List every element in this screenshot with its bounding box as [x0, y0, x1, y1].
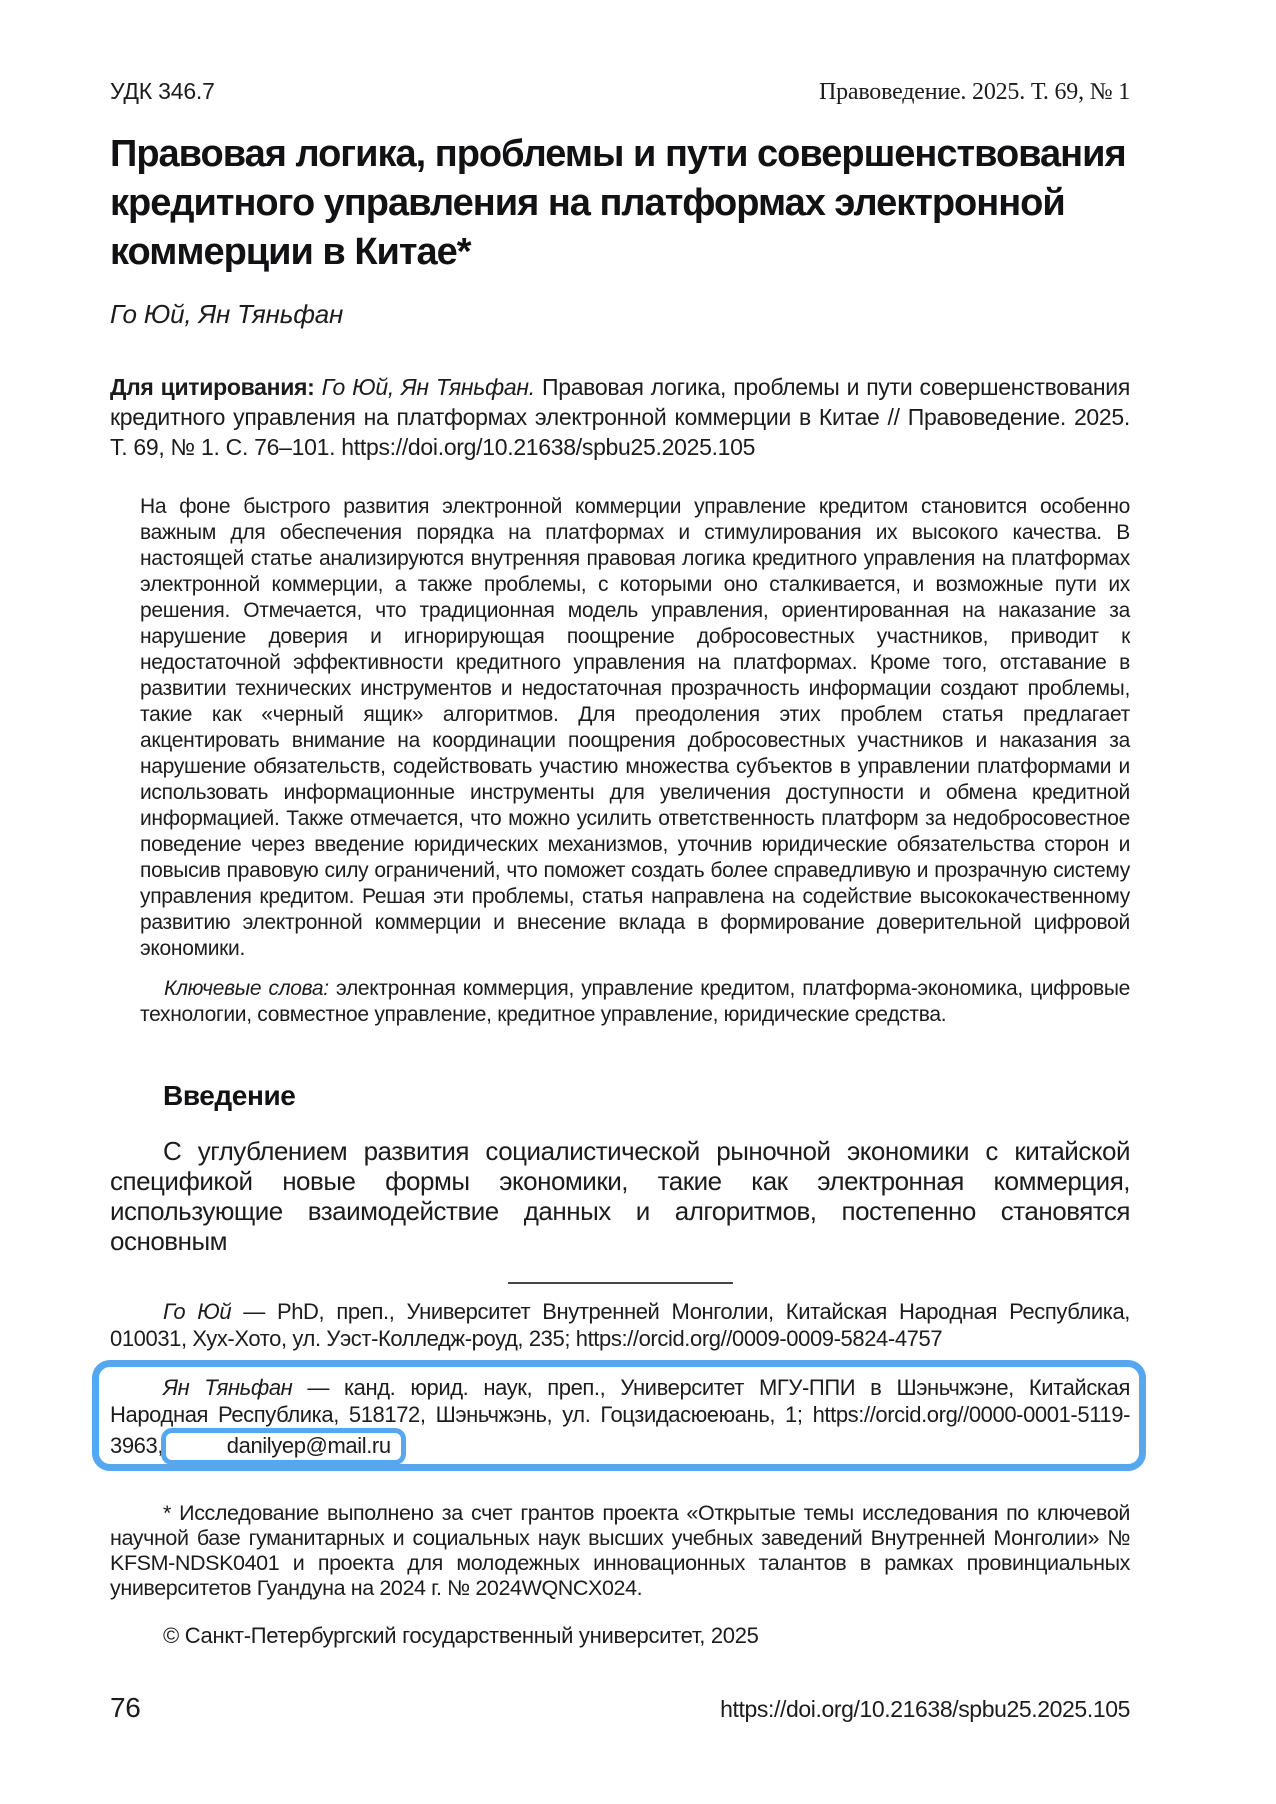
footnote-divider: [508, 1282, 733, 1284]
intro-paragraph: С углублением развития социалистической рыночной экономики с китайской спецификой новые формы экономики, такие как электронная коммерция, использующие взаимодействие данных и алгоритмов, постепенно становятся основным: [110, 1136, 1130, 1256]
author2-details: — канд. юрид. наук, преп., Университет МГУ-ППИ в Шэньчжэне, Китайская Народная Республика, 518172, Шэньчжэнь, ул. Гоцзидасюеюань, 1; https://orcid.org//0000-0001-5119-3963,: [110, 1375, 1130, 1458]
email-highlight-box: [161, 1428, 406, 1465]
page-number: 76: [110, 1692, 141, 1723]
keywords-block: [140, 976, 1130, 1028]
footnote-author2: [110, 1374, 1130, 1465]
footnote-author1: [110, 1298, 1130, 1352]
copyright-notice: © Санкт-Петербургский государственный университет, 2025: [163, 1622, 759, 1648]
article-title-text: Правовая логика, проблемы и пути совершенствования кредитного управления на платформах электронной коммерции в Китае: [110, 133, 1126, 273]
grant-footnote: * Исследование выполнено за счет грантов проекта «Открытые темы исследования по ключевой научной базе гуманитарных и социальных наук высших учебных заведений Внутренней Монголии» № KFSM-NDSK0401 и проекта для молодежных инновационных талантов в рамках провинциальных университетов Гуандуна на 2024 г. № 2024WQNCX024.: [110, 1501, 1130, 1600]
citation-authors: Го Юй, Ян Тяньфан.: [321, 374, 542, 400]
author1-details: — PhD, преп., Университет Внутренней Монголии, Китайская Народная Республика, 010031, Хух-Хото, ул. Уэст-Колледж-роуд, 235; https://orcid.org//0009-0009-5824-4757: [110, 1299, 1130, 1351]
author2-email[interactable]: danilyep@mail.ru: [226, 1433, 391, 1458]
page-header: [110, 78, 1130, 106]
section-heading-introduction: Введение: [163, 1080, 296, 1111]
author2-name: Ян Тяньфан: [163, 1375, 293, 1400]
citation-text: Правовая логика, проблемы и пути совершенствования кредитного управления на платформах электронной коммерции в Китае // Правоведение. 2025. Т. 69, № 1. С. 76–101. https://doi.org/10.21638/spbu25.2025.105: [110, 374, 1130, 460]
page-footer: [110, 1692, 1130, 1724]
keywords-label: Ключевые слова:: [164, 977, 336, 1000]
footnote-author2-wrapper: [110, 1374, 1130, 1465]
citation-block: [110, 372, 1130, 462]
author1-name: Го Юй: [163, 1299, 232, 1324]
abstract-text: На фоне быстрого развития электронной коммерции управление кредитом становится особенно важным для обеспечения порядка на платформах и стимулирования их высокого качества. В настоящей статье анализируются внутренняя правовая логика кредитного управления на платформах электронной коммерции, а также проблемы, с которыми оно сталкивается, и возможные пути их решения. Отмечается, что традиционная модель управления, ориентированная на наказание за нарушение доверия и игнорирующая поощрение добросовестных участников, приводит к недостаточной эффективности кредитного управления на платформах. Кроме того, отставание в развитии технических инструментов и недостаточная прозрачность информации создают проблемы, такие как «черный ящик» алгоритмов. Для преодоления этих проблем статья предлагает акцентировать внимание на координации поощрения добросовестных участников и наказания за нарушение обязательств, содействовать участию множества субъектов в управлении платформами и использовать информационные инструменты для увеличения доступности и обмена кредитной информацией. Также отмечается, что можно усилить ответственность платформ за недобросовестное поведение через введение юридических механизмов, уточнив юридические обязательства сторон и повысив правовую силу ограничений, что поможет создать более справедливую и прозрачную систему управления кредитом. Решая эти проблемы, статья направлена на содействие высококачественному развитию электронной коммерции и внесение вклада в формирование доверительной цифровой экономики.: [140, 495, 1130, 960]
article-authors: Го Юй, Ян Тяньфан: [110, 299, 344, 329]
journal-reference: Правоведение. 2025. Т. 69, № 1: [818, 79, 1130, 105]
footer-doi: https://doi.org/10.21638/spbu25.2025.105: [720, 1696, 1130, 1722]
keywords-text: электронная коммерция, управление кредитом, платформа-экономика, цифровые технологии, совместное управление, кредитное управление, юридические средства.: [140, 977, 1130, 1026]
article-title: [110, 130, 1130, 277]
title-footnote-mark: *: [456, 231, 471, 273]
udc-code: УДК 346.7: [110, 78, 215, 104]
citation-label: Для цитирования:: [110, 374, 322, 400]
